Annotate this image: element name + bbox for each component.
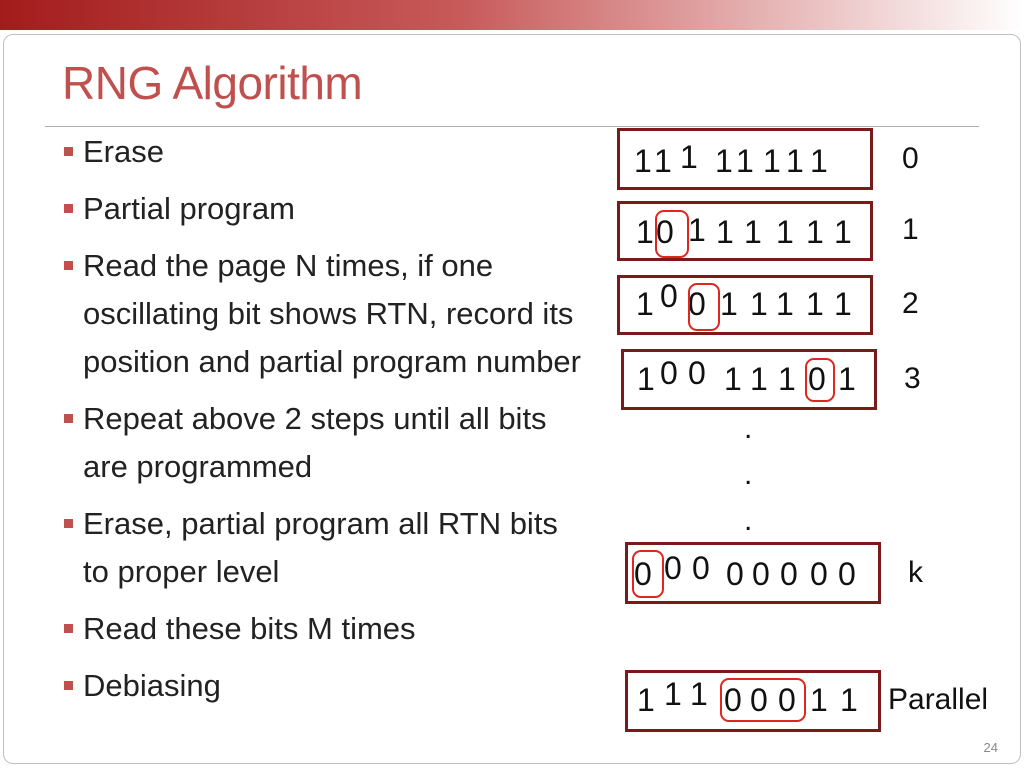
rtn-bit-highlight	[632, 550, 664, 598]
bullet-marker	[64, 414, 73, 423]
bullet-text: Repeat above 2 steps until all bits are programmed	[83, 401, 547, 484]
bullet-item	[62, 662, 582, 710]
bit-value: 1	[636, 214, 654, 250]
bit-value: 0	[752, 556, 770, 592]
row-label: 2	[902, 287, 919, 320]
rtn-bit-highlight	[805, 358, 835, 402]
bit-value: 1	[786, 143, 804, 179]
bit-value: 0	[726, 556, 744, 592]
bullet-list	[62, 128, 582, 719]
bit-value: 1	[744, 214, 762, 250]
bullet-item	[62, 605, 582, 653]
bullet-text: Erase, partial program all RTN bits to proper level	[83, 506, 558, 589]
bullet-item	[62, 500, 582, 596]
bullet-marker	[64, 519, 73, 528]
bullet-marker	[64, 681, 73, 690]
bit-value: 0	[838, 556, 856, 592]
row-label: Parallel	[888, 683, 989, 716]
row-label: 1	[902, 213, 919, 246]
bit-value: 0	[724, 682, 742, 718]
bit-value: 0	[664, 550, 682, 586]
bit-value: 0	[750, 682, 768, 718]
bit-value: 1	[778, 361, 796, 397]
bullet-text: Erase	[83, 134, 164, 169]
bit-value: 1	[715, 143, 733, 179]
ellipsis-dot: .	[744, 412, 753, 445]
bullet-marker	[64, 147, 73, 156]
bit-value: 0	[692, 550, 710, 586]
bit-value: 1	[680, 139, 698, 175]
bit-value: 1	[834, 214, 852, 250]
bit-value: 1	[840, 682, 858, 718]
bit-value: 1	[806, 286, 824, 322]
bit-value: 0	[634, 556, 652, 592]
top-gradient-bar	[0, 0, 1024, 30]
bit-value: 1	[724, 361, 742, 397]
bullet-marker	[64, 261, 73, 270]
bit-value: 1	[736, 143, 754, 179]
bit-value: 1	[634, 143, 652, 179]
slide-title: RNG Algorithm	[62, 57, 363, 109]
bullet-marker	[64, 624, 73, 633]
bit-value: 1	[636, 286, 654, 322]
bit-value: 1	[637, 361, 655, 397]
bit-value: 1	[776, 214, 794, 250]
bit-value: 1	[750, 361, 768, 397]
bit-value: 1	[720, 286, 738, 322]
bit-value: 1	[750, 286, 768, 322]
title-divider	[45, 126, 979, 127]
bullet-marker	[64, 204, 73, 213]
bit-value: 1	[763, 143, 781, 179]
row-label: 0	[902, 142, 919, 175]
bit-value: 1	[637, 682, 655, 718]
rtn-bit-highlight	[720, 678, 806, 722]
bit-value: 1	[806, 214, 824, 250]
bit-value: 1	[716, 214, 734, 250]
bit-value: 1	[834, 286, 852, 322]
bit-value: 1	[810, 682, 828, 718]
bit-value: 1	[690, 676, 708, 712]
row-label: 3	[904, 362, 921, 395]
bit-value: 1	[810, 143, 828, 179]
bit-value: 1	[664, 676, 682, 712]
bit-value: 0	[660, 355, 678, 391]
bullet-item	[62, 185, 582, 233]
bit-value: 0	[778, 682, 796, 718]
rtn-bit-highlight	[688, 283, 720, 331]
bullet-text: Read these bits M times	[83, 611, 416, 646]
bit-value: 1	[776, 286, 794, 322]
row-label: k	[908, 556, 923, 589]
bullet-text: Debiasing	[83, 668, 221, 703]
rtn-bit-highlight	[655, 210, 689, 258]
page-number: 24	[983, 740, 998, 755]
bit-value: 0	[688, 355, 706, 391]
bullet-item	[62, 128, 582, 176]
bullet-item	[62, 395, 582, 491]
bit-value: 1	[838, 361, 856, 397]
bullet-text: Read the page N times, if one oscillating bit shows RTN, record its position and partial program number	[83, 248, 581, 379]
bit-value: 0	[688, 286, 706, 322]
bit-value: 1	[654, 143, 672, 179]
bullet-item	[62, 242, 582, 386]
bit-value: 0	[780, 556, 798, 592]
bit-value: 0	[660, 278, 678, 314]
ellipsis-dot: .	[744, 458, 753, 491]
bullet-text: Partial program	[83, 191, 295, 226]
bit-value: 0	[656, 214, 674, 250]
bit-value: 1	[688, 212, 706, 248]
bit-value: 0	[808, 361, 826, 397]
ellipsis-dot: .	[744, 504, 753, 537]
bit-value: 0	[810, 556, 828, 592]
